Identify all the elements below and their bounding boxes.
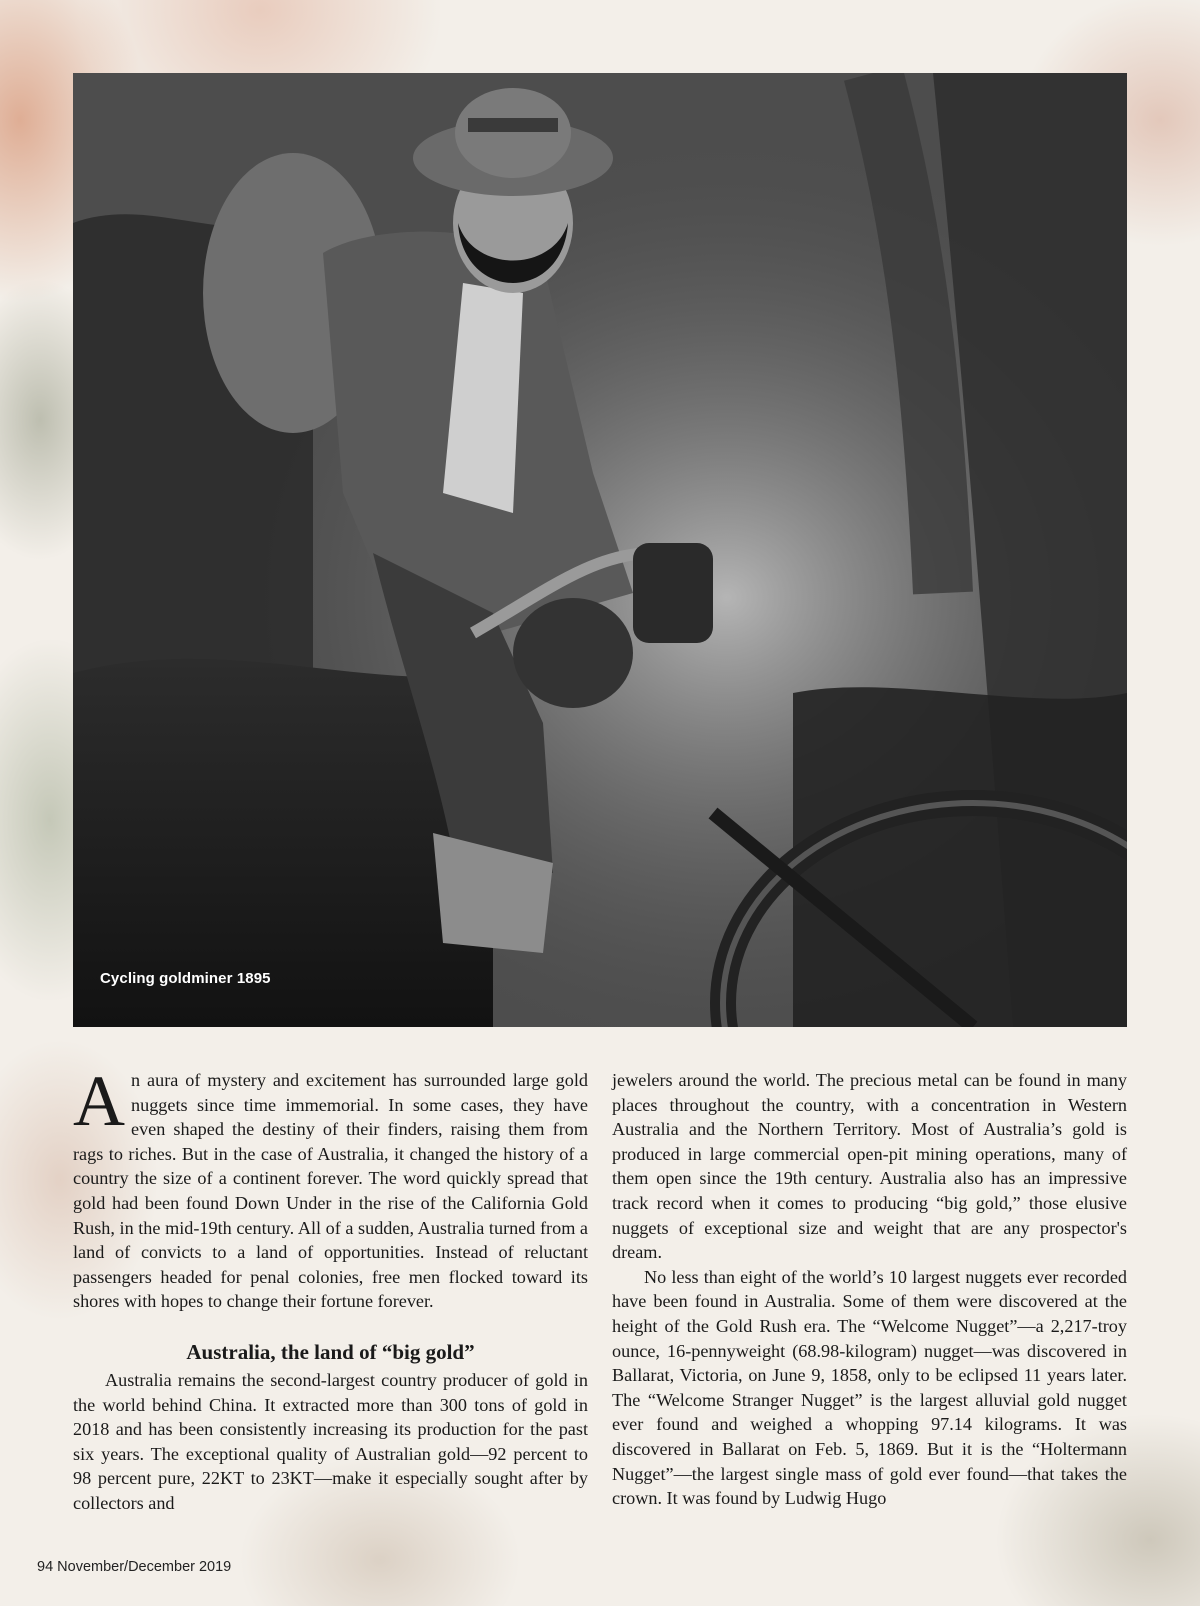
body-paragraph: Australia remains the second-largest country producer of gold in the world behind China. It extracted more than 300 tons of gold in 2018 and has been consistently increasing its production for the past six years. The exceptional quality of Australian gold—92 percent to 98 percent pure, 22KT to 23KT—make it especially sought after by collectors and — [73, 1369, 588, 1513]
drop-cap: A — [73, 1061, 125, 1141]
historical-photo — [73, 73, 1127, 1027]
section-heading: Australia, the land of “big gold” — [186, 1339, 475, 1364]
body-paragraph: No less than eight of the world’s 10 largest nuggets ever recorded have been found in Australia. Some of them were discovered at the height of the Gold Rush era. The “Welcome Nugget”—a 2,217-troy ounce, 16-pennyweight (68.98-kilogram) nugget—was discovered in Ballarat, Victoria, on June 9, 1858, only to be eclipsed 11 years later. The “Welcome Stranger Nugget” is the largest alluvial gold nugget ever found and weighed a whopping 97.14 kilograms. It was discovered in Ballarat on Feb. 5, 1869. But it is the “Holtermann Nugget”—the largest single mass of gold ever found—that takes the crown. It was found by Ludwig Hugo — [612, 1266, 1127, 1509]
intro-text: n aura of mystery and excitement has surrounded large gold nuggets since time immemorial. In some cases, they have even shaped the destiny of their finders, raising them from rags to riches. But in the case of Australia, it changed the history of a country the size of a continent forever. The word quickly spread that gold had been found Down Under in the rise of the California Gold Rush, in the mid-19th century. All of a sudden, Australia turned from a land of convicts to a land of opportunities. Instead of reluctant passengers headed for penal colonies, free men flocked toward its shores with hopes to change their fortune forever. — [73, 1070, 588, 1312]
page-folio: 94 November/December 2019 — [37, 1559, 232, 1575]
photo-illustration — [73, 73, 1127, 1027]
article-column-left — [73, 1061, 588, 1516]
article-column-right — [612, 1068, 1127, 1511]
photo-caption: Cycling goldminer 1895 — [100, 970, 271, 987]
intro-paragraph — [73, 1061, 588, 1314]
body-paragraph-continued: jewelers around the world. The precious metal can be found in many places throughout the country, with a concentration in Western Australia and the Northern Territory. Most of Australia’s gold is produced in large commercial open-pit mining operations, many of them open since the 19th century. Australia also has an impressive track record when it comes to producing “big gold,” those elusive nuggets of exceptional size and weight that are any prospector's dream. — [612, 1070, 1127, 1263]
